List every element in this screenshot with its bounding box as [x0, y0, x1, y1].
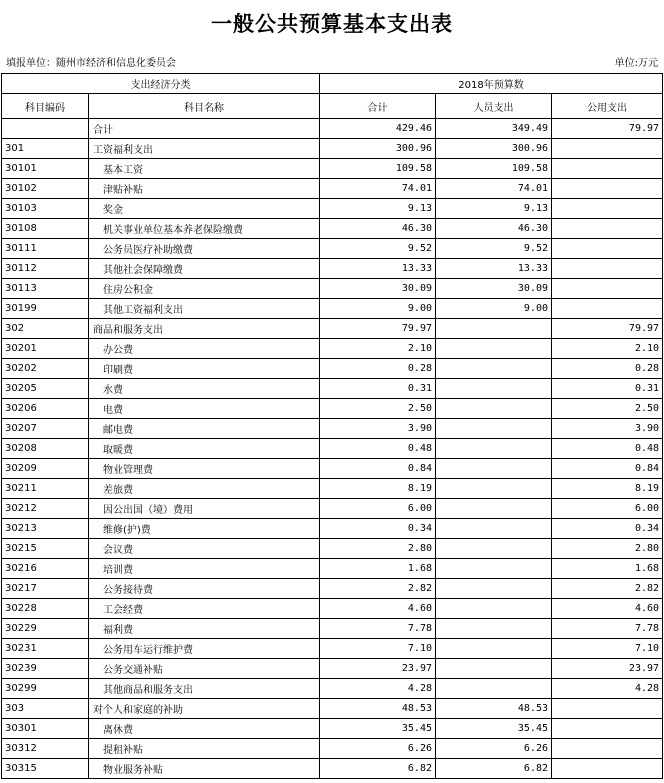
row-code: 303 [2, 699, 89, 719]
row-total: 3.90 [320, 419, 436, 439]
row-name: 基本工资 [89, 159, 320, 179]
row-name: 其他商品和服务支出 [89, 679, 320, 699]
header-row-2 [2, 94, 663, 119]
budget-table [1, 73, 663, 779]
currency-unit: 单位:万元 [614, 58, 658, 69]
row-code: 30239 [2, 659, 89, 679]
row-personnel [436, 359, 552, 379]
row-name: 其他社会保障缴费 [89, 259, 320, 279]
row-total: 7.10 [320, 639, 436, 659]
table-row [2, 739, 663, 759]
row-personnel [436, 479, 552, 499]
row-code: 30201 [2, 339, 89, 359]
row-code: 302 [2, 319, 89, 339]
row-name: 培训费 [89, 559, 320, 579]
row-name: 提租补贴 [89, 739, 320, 759]
row-name: 物业服务补贴 [89, 759, 320, 779]
row-code: 30206 [2, 399, 89, 419]
row-public [552, 179, 663, 199]
header-name: 科目名称 [89, 94, 320, 119]
row-name: 奖金 [89, 199, 320, 219]
row-personnel: 9.13 [436, 199, 552, 219]
table-row [2, 379, 663, 399]
row-public: 23.97 [552, 659, 663, 679]
row-personnel [436, 319, 552, 339]
row-public: 4.60 [552, 599, 663, 619]
table-row [2, 479, 663, 499]
table-row [2, 139, 663, 159]
row-name: 其他工资福利支出 [89, 299, 320, 319]
table-row [2, 319, 663, 339]
row-total: 109.58 [320, 159, 436, 179]
row-public: 3.90 [552, 419, 663, 439]
row-code: 30207 [2, 419, 89, 439]
row-public: 2.50 [552, 399, 663, 419]
row-public [552, 299, 663, 319]
table-row [2, 699, 663, 719]
row-name: 办公费 [89, 339, 320, 359]
row-code: 30112 [2, 259, 89, 279]
header-total: 合计 [320, 94, 436, 119]
row-public: 0.48 [552, 439, 663, 459]
row-personnel: 35.45 [436, 719, 552, 739]
row-personnel: 109.58 [436, 159, 552, 179]
row-total: 2.10 [320, 339, 436, 359]
row-name: 公务交通补贴 [89, 659, 320, 679]
row-total: 2.82 [320, 579, 436, 599]
row-total: 9.00 [320, 299, 436, 319]
row-name: 因公出国（境）费用 [89, 499, 320, 519]
row-public: 2.10 [552, 339, 663, 359]
row-personnel: 349.49 [436, 119, 552, 139]
row-total: 48.53 [320, 699, 436, 719]
row-total: 6.82 [320, 759, 436, 779]
row-code: 30102 [2, 179, 89, 199]
row-name: 电费 [89, 399, 320, 419]
row-public [552, 759, 663, 779]
row-total: 9.13 [320, 199, 436, 219]
row-code: 30212 [2, 499, 89, 519]
row-personnel [436, 519, 552, 539]
table-row [2, 419, 663, 439]
row-code: 30113 [2, 279, 89, 299]
table-row [2, 679, 663, 699]
row-total: 300.96 [320, 139, 436, 159]
row-total: 2.80 [320, 539, 436, 559]
row-total: 0.48 [320, 439, 436, 459]
table-row [2, 359, 663, 379]
row-total: 7.78 [320, 619, 436, 639]
row-total: 4.60 [320, 599, 436, 619]
row-name: 津贴补贴 [89, 179, 320, 199]
row-code: 30228 [2, 599, 89, 619]
row-name: 住房公积金 [89, 279, 320, 299]
row-total: 0.28 [320, 359, 436, 379]
row-public: 0.31 [552, 379, 663, 399]
row-name: 差旅费 [89, 479, 320, 499]
row-code: 30312 [2, 739, 89, 759]
row-personnel: 300.96 [436, 139, 552, 159]
row-code: 30217 [2, 579, 89, 599]
table-row [2, 279, 663, 299]
row-personnel [436, 439, 552, 459]
header-category: 支出经济分类 [2, 74, 320, 94]
row-total: 8.19 [320, 479, 436, 499]
row-personnel [436, 419, 552, 439]
row-public [552, 739, 663, 759]
row-personnel: 6.26 [436, 739, 552, 759]
header-row-1 [2, 74, 663, 94]
row-code: 30315 [2, 759, 89, 779]
row-total: 429.46 [320, 119, 436, 139]
table-row [2, 259, 663, 279]
table-row [2, 579, 663, 599]
header-code: 科目编码 [2, 94, 89, 119]
row-name: 水费 [89, 379, 320, 399]
row-code [2, 119, 89, 139]
table-row [2, 539, 663, 559]
table-row [2, 339, 663, 359]
table-row [2, 519, 663, 539]
row-code: 30213 [2, 519, 89, 539]
row-code: 30101 [2, 159, 89, 179]
row-total: 35.45 [320, 719, 436, 739]
table-row [2, 159, 663, 179]
row-code: 30202 [2, 359, 89, 379]
row-public [552, 279, 663, 299]
row-personnel: 48.53 [436, 699, 552, 719]
row-code: 30111 [2, 239, 89, 259]
row-code: 30108 [2, 219, 89, 239]
row-public: 0.28 [552, 359, 663, 379]
row-public: 6.00 [552, 499, 663, 519]
row-total: 4.28 [320, 679, 436, 699]
table-row [2, 199, 663, 219]
row-personnel [436, 679, 552, 699]
row-public [552, 699, 663, 719]
table-row [2, 239, 663, 259]
table-row [2, 599, 663, 619]
row-name: 邮电费 [89, 419, 320, 439]
row-personnel [436, 619, 552, 639]
row-code: 30231 [2, 639, 89, 659]
row-public [552, 139, 663, 159]
row-name: 商品和服务支出 [89, 319, 320, 339]
row-name: 工会经费 [89, 599, 320, 619]
table-row [2, 299, 663, 319]
row-name: 离休费 [89, 719, 320, 739]
row-name: 印刷费 [89, 359, 320, 379]
row-public: 79.97 [552, 119, 663, 139]
row-personnel [436, 659, 552, 679]
row-personnel: 46.30 [436, 219, 552, 239]
row-name: 合计 [89, 119, 320, 139]
table-row [2, 759, 663, 779]
row-code: 30103 [2, 199, 89, 219]
row-code: 30205 [2, 379, 89, 399]
row-personnel [436, 379, 552, 399]
row-public: 1.68 [552, 559, 663, 579]
table-row [2, 499, 663, 519]
row-public [552, 259, 663, 279]
row-public [552, 719, 663, 739]
row-total: 79.97 [320, 319, 436, 339]
row-personnel [436, 579, 552, 599]
table-row [2, 459, 663, 479]
row-personnel [436, 599, 552, 619]
row-public [552, 219, 663, 239]
row-total: 0.34 [320, 519, 436, 539]
table-row [2, 659, 663, 679]
row-total: 74.01 [320, 179, 436, 199]
table-row [2, 639, 663, 659]
header-personnel: 人员支出 [436, 94, 552, 119]
row-name: 维修(护)费 [89, 519, 320, 539]
row-public: 2.82 [552, 579, 663, 599]
table-row [2, 179, 663, 199]
row-name: 对个人和家庭的补助 [89, 699, 320, 719]
row-total: 6.26 [320, 739, 436, 759]
row-name: 福利费 [89, 619, 320, 639]
row-public [552, 199, 663, 219]
row-name: 公务员医疗补助缴费 [89, 239, 320, 259]
row-code: 30216 [2, 559, 89, 579]
row-total: 9.52 [320, 239, 436, 259]
row-code: 30211 [2, 479, 89, 499]
row-total: 0.31 [320, 379, 436, 399]
row-personnel: 9.00 [436, 299, 552, 319]
row-public: 0.84 [552, 459, 663, 479]
row-personnel [436, 539, 552, 559]
page-title: 一般公共预算基本支出表 [211, 11, 453, 36]
row-public: 7.78 [552, 619, 663, 639]
row-personnel [436, 339, 552, 359]
row-public [552, 159, 663, 179]
row-total: 23.97 [320, 659, 436, 679]
row-name: 工资福利支出 [89, 139, 320, 159]
row-public: 2.80 [552, 539, 663, 559]
table-row [2, 399, 663, 419]
table-row [2, 219, 663, 239]
row-total: 30.09 [320, 279, 436, 299]
row-code: 30299 [2, 679, 89, 699]
row-personnel: 13.33 [436, 259, 552, 279]
row-code: 30209 [2, 459, 89, 479]
row-public: 7.10 [552, 639, 663, 659]
header-public: 公用支出 [552, 94, 663, 119]
row-code: 30199 [2, 299, 89, 319]
row-name: 机关事业单位基本养老保险缴费 [89, 219, 320, 239]
row-personnel: 9.52 [436, 239, 552, 259]
row-personnel: 30.09 [436, 279, 552, 299]
row-public: 0.34 [552, 519, 663, 539]
table-row [2, 719, 663, 739]
row-name: 物业管理费 [89, 459, 320, 479]
row-total: 1.68 [320, 559, 436, 579]
row-total: 6.00 [320, 499, 436, 519]
row-code: 30229 [2, 619, 89, 639]
table-row [2, 619, 663, 639]
row-name: 公务接待费 [89, 579, 320, 599]
row-code: 301 [2, 139, 89, 159]
row-personnel [436, 499, 552, 519]
row-public: 4.28 [552, 679, 663, 699]
row-personnel: 6.82 [436, 759, 552, 779]
row-code: 30301 [2, 719, 89, 739]
row-personnel [436, 459, 552, 479]
row-public: 8.19 [552, 479, 663, 499]
table-row [2, 119, 663, 139]
row-personnel [436, 559, 552, 579]
table-row [2, 559, 663, 579]
row-code: 30215 [2, 539, 89, 559]
row-total: 46.30 [320, 219, 436, 239]
row-personnel [436, 639, 552, 659]
row-total: 2.50 [320, 399, 436, 419]
row-total: 13.33 [320, 259, 436, 279]
row-code: 30208 [2, 439, 89, 459]
row-personnel [436, 399, 552, 419]
table-row [2, 439, 663, 459]
row-name: 公务用车运行维护费 [89, 639, 320, 659]
row-name: 会议费 [89, 539, 320, 559]
reporting-unit: 填报单位：随州市经济和信息化委员会 [6, 58, 176, 69]
row-personnel: 74.01 [436, 179, 552, 199]
row-name: 取暖费 [89, 439, 320, 459]
row-public: 79.97 [552, 319, 663, 339]
row-public [552, 239, 663, 259]
row-total: 0.84 [320, 459, 436, 479]
header-year: 2018年预算数 [320, 74, 663, 94]
